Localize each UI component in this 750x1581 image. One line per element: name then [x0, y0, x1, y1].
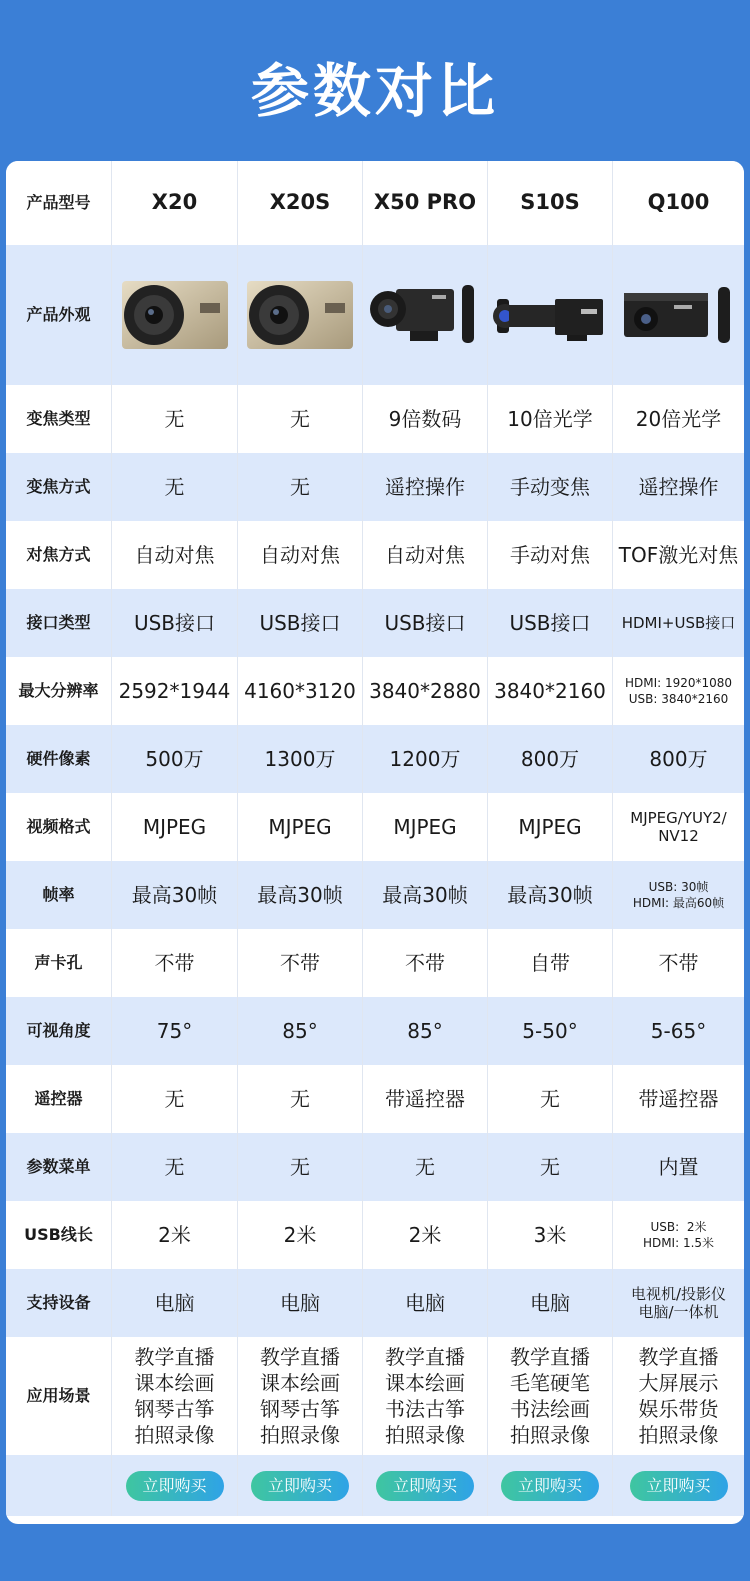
- spec-value: 手动变焦: [488, 453, 613, 521]
- spec-value: 1200万: [363, 725, 488, 793]
- spec-value: 500万: [112, 725, 238, 793]
- buy-cell: [488, 1455, 613, 1516]
- buy-cell: [363, 1455, 488, 1516]
- spec-value: 5-65°: [650, 1019, 707, 1043]
- spec-row: [6, 521, 744, 589]
- spec-value: 无: [112, 453, 238, 521]
- row-label: 遥控器: [6, 1065, 112, 1133]
- spec-value: 电脑: [488, 1269, 613, 1337]
- spec-value: 2米: [363, 1201, 488, 1269]
- spec-value: USB: 30帧 HDMI: 最高60帧: [632, 879, 725, 910]
- product-image-x50-pro: [363, 245, 488, 385]
- spec-value: 自动对焦: [112, 521, 238, 589]
- application-row: [6, 1337, 744, 1455]
- spec-value: 2592*1944: [112, 657, 238, 725]
- spec-value: MJPEG: [238, 793, 363, 861]
- spec-value: 85°: [363, 997, 488, 1065]
- spec-value: 无: [238, 1133, 363, 1201]
- spec-value: 10倍光学: [488, 385, 613, 453]
- spec-value: 电脑: [112, 1269, 238, 1337]
- spec-value: 带遥控器: [638, 1087, 719, 1111]
- spec-value: 电脑: [363, 1269, 488, 1337]
- spec-value: MJPEG: [112, 793, 238, 861]
- buy-row: [6, 1455, 744, 1516]
- spec-value: 1300万: [238, 725, 363, 793]
- model-name: X50 PRO: [363, 161, 488, 245]
- camera-icon: [245, 275, 355, 355]
- spec-value: 无: [238, 1065, 363, 1133]
- row-label-empty: [6, 1455, 112, 1516]
- spec-value: 3米: [488, 1201, 613, 1269]
- buy-now-button[interactable]: 立即购买: [126, 1471, 224, 1501]
- spec-value: 800万: [488, 725, 613, 793]
- spec-value: 不带: [658, 951, 699, 975]
- spec-value: 20倍光学: [635, 407, 722, 431]
- spec-row: [6, 385, 744, 453]
- spec-value: HDMI+USB接口: [621, 614, 736, 632]
- spec-row: [6, 1269, 744, 1337]
- row-label: 支持设备: [6, 1269, 112, 1337]
- spec-value: 遥控操作: [363, 453, 488, 521]
- camera-icon: [620, 275, 738, 355]
- spec-value: MJPEG: [488, 793, 613, 861]
- camera-icon: [366, 275, 484, 355]
- row-label: 对焦方式: [6, 521, 112, 589]
- buy-now-button[interactable]: 立即购买: [501, 1471, 599, 1501]
- spec-value: 3840*2880: [363, 657, 488, 725]
- spec-value: 9倍数码: [363, 385, 488, 453]
- spec-value: 无: [488, 1133, 613, 1201]
- spec-value: 自动对焦: [363, 521, 488, 589]
- spec-value: 无: [238, 385, 363, 453]
- row-label: 可视角度: [6, 997, 112, 1065]
- spec-value: 2米: [112, 1201, 238, 1269]
- product-image-q100: [613, 245, 744, 385]
- application-cell: 教学直播 大屏展示 娱乐带货 拍照录像: [638, 1345, 719, 1447]
- row-label: 硬件像素: [6, 725, 112, 793]
- model-name: X20: [112, 161, 238, 245]
- row-label: 视频格式: [6, 793, 112, 861]
- spec-row: [6, 793, 744, 861]
- application-cell: 教学直播 课本绘画 钢琴古筝 拍照录像: [238, 1337, 363, 1455]
- row-label: 参数菜单: [6, 1133, 112, 1201]
- spec-value: 800万: [649, 747, 708, 771]
- spec-value: 不带: [363, 929, 488, 997]
- spec-value: 最高30帧: [238, 861, 363, 929]
- spec-row: [6, 725, 744, 793]
- buy-now-button[interactable]: 立即购买: [630, 1471, 728, 1501]
- model-name: Q100: [647, 190, 710, 215]
- spec-value: 不带: [112, 929, 238, 997]
- spec-value: 4160*3120: [238, 657, 363, 725]
- row-label: 帧率: [6, 861, 112, 929]
- camera-icon: [120, 275, 230, 355]
- spec-value: 5-50°: [488, 997, 613, 1065]
- row-label: 产品外观: [6, 245, 112, 385]
- spec-row: [6, 997, 744, 1065]
- model-name: S10S: [488, 161, 613, 245]
- spec-value: USB接口: [112, 589, 238, 657]
- spec-value: 电视机/投影仪 电脑/一体机: [630, 1285, 727, 1321]
- page-title: 参数对比: [250, 57, 499, 125]
- spec-value: USB: 2米 HDMI: 1.5米: [642, 1219, 715, 1250]
- model-name: X20S: [238, 161, 363, 245]
- spec-value: USB接口: [238, 589, 363, 657]
- spec-value: 无: [112, 385, 238, 453]
- row-label: 产品型号: [6, 161, 112, 245]
- spec-value: 自动对焦: [238, 521, 363, 589]
- spec-value: 手动对焦: [488, 521, 613, 589]
- application-cell: 教学直播 毛笔硬笔 书法绘画 拍照录像: [488, 1337, 613, 1455]
- header-row: [6, 161, 744, 245]
- spec-row: [6, 861, 744, 929]
- application-cell: 教学直播 课本绘画 书法古筝 拍照录像: [363, 1337, 488, 1455]
- product-image-x20: [112, 245, 238, 385]
- spec-value: TOF激光对焦: [618, 543, 739, 567]
- camera-icon: [491, 275, 609, 355]
- spec-value: 最高30帧: [488, 861, 613, 929]
- spec-row: [6, 453, 744, 521]
- spec-value: MJPEG: [363, 793, 488, 861]
- application-cell: 教学直播 课本绘画 钢琴古筝 拍照录像: [112, 1337, 238, 1455]
- spec-value: HDMI: 1920*1080 USB: 3840*2160: [624, 675, 733, 706]
- spec-value: 不带: [238, 929, 363, 997]
- spec-value: 最高30帧: [363, 861, 488, 929]
- spec-value: 带遥控器: [363, 1065, 488, 1133]
- spec-value: 无: [488, 1065, 613, 1133]
- row-label: 声卡孔: [6, 929, 112, 997]
- spec-value: 无: [363, 1133, 488, 1201]
- product-image-x20s: [238, 245, 363, 385]
- row-label: 变焦方式: [6, 453, 112, 521]
- spec-value: 自带: [488, 929, 613, 997]
- comparison-table: [6, 161, 744, 1524]
- spec-rows: [6, 385, 744, 1337]
- buy-now-button[interactable]: 立即购买: [251, 1471, 349, 1501]
- spec-row: [6, 589, 744, 657]
- buy-cell: [613, 1455, 744, 1516]
- spec-row: [6, 929, 744, 997]
- spec-value: 最高30帧: [112, 861, 238, 929]
- spec-row: [6, 657, 744, 725]
- row-label: 接口类型: [6, 589, 112, 657]
- spec-value: USB接口: [488, 589, 613, 657]
- buy-cell: [238, 1455, 363, 1516]
- buy-now-button[interactable]: 立即购买: [376, 1471, 474, 1501]
- spec-row: [6, 1201, 744, 1269]
- spec-value: 3840*2160: [488, 657, 613, 725]
- spec-value: MJPEG/YUY2/ NV12: [630, 809, 727, 845]
- row-label: USB线长: [6, 1201, 112, 1269]
- spec-value: 无: [112, 1065, 238, 1133]
- spec-value: 2米: [238, 1201, 363, 1269]
- spec-value: 无: [112, 1133, 238, 1201]
- appearance-row: [6, 245, 744, 385]
- product-image-s10s: [488, 245, 613, 385]
- spec-value: 遥控操作: [638, 475, 719, 499]
- spec-value: 内置: [658, 1155, 699, 1179]
- row-label: 最大分辨率: [6, 657, 112, 725]
- buy-cell: [112, 1455, 238, 1516]
- spec-value: USB接口: [363, 589, 488, 657]
- spec-row: [6, 1065, 744, 1133]
- row-label: 变焦类型: [6, 385, 112, 453]
- spec-value: 电脑: [238, 1269, 363, 1337]
- spec-value: 75°: [112, 997, 238, 1065]
- spec-row: [6, 1133, 744, 1201]
- spec-value: 85°: [238, 997, 363, 1065]
- row-label: 应用场景: [6, 1337, 112, 1455]
- spec-value: 无: [238, 453, 363, 521]
